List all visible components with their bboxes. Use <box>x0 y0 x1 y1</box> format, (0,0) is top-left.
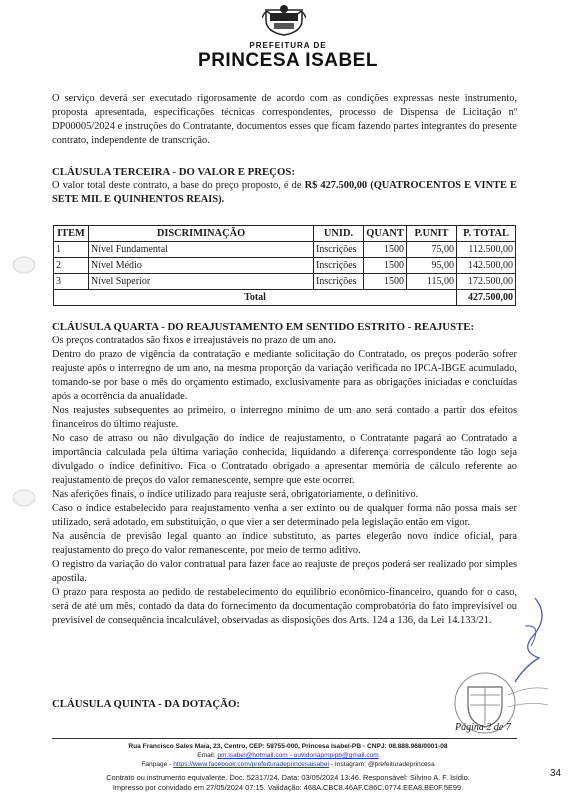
prefeitura-label: PREFEITURA DE <box>249 41 327 50</box>
col-header-unid: UNID. <box>314 226 364 242</box>
footer-fanpage-link[interactable]: https://www.facebook.com/prefeituradeprincesaisabel <box>173 761 329 768</box>
cell-unid: Inscrições <box>314 274 364 290</box>
cell-quant: 1500 <box>364 258 407 274</box>
clausula-terceira-title: CLÁUSULA TERCEIRA - DO VALOR E PREÇOS: <box>52 166 295 178</box>
footer-divider <box>52 738 517 739</box>
table-row <box>54 242 516 258</box>
footer-email <box>0 752 576 759</box>
clausula-quarta-paragraph: O prazo para resposta ao pedido de restabelecimento do equilíbrio econômico-financeiro, quando for o caso, será de até um mês, contado da data do fornecimento da documentação comprobatória do fato imprevisível ou previsível de consequência incalculável, observadas as disposições dos Arts. 124 a 136, da Lei 14.133/21. <box>52 587 517 626</box>
punch-hole-icon <box>10 255 38 275</box>
clausula-quarta-paragraph: Caso o índice estabelecido para reajustamento venha a ser extinto ou de qualquer forma não possa mais ser utilizado, será adotado, em substituição, o que vier a ser determinado pela legislação então em vigor. <box>52 503 517 528</box>
clausula-quarta-paragraph: Na ausência de previsão legal quanto ao índice substituto, as partes elegerão novo índice oficial, para reajustamento do preço do valor remanescente, por meio de termo aditivo. <box>52 531 517 556</box>
footer-instagram: - Instagram: @prefeituradeprincesa <box>329 761 435 768</box>
cell-discriminacao: Nível Superior <box>89 274 314 290</box>
col-header-ptotal: P. TOTAL <box>457 226 516 242</box>
intro-paragraph <box>52 92 517 148</box>
cell-unid: Inscrições <box>314 242 364 258</box>
clausula-quarta-paragraph: O registro da variação do valor contratual para fazer face ao reajuste de preços poderá ser realizado por simples apostila. <box>52 559 517 584</box>
table-header-row <box>54 226 516 242</box>
clausula-quarta-paragraph: Nos reajustes subsequentes ao primeiro, o interregno mínimo de um ano será contado a partir dos efeitos financeiros do último reajuste. <box>52 405 517 430</box>
col-header-quant: QUANT <box>364 226 407 242</box>
clausula-quarta-paragraph: Nas aferições finais, o índice utilizado para reajuste será, obrigatoriamente, o definitivo. <box>52 489 419 500</box>
cell-unid: Inscrições <box>314 258 364 274</box>
cell-quant: 1500 <box>364 274 407 290</box>
footer-social <box>0 761 576 768</box>
cell-ptotal: 142.500,00 <box>457 258 516 274</box>
page-number: 34 <box>550 768 562 779</box>
cell-quant: 1500 <box>364 242 407 258</box>
cell-item: 2 <box>54 258 89 274</box>
cell-punit: 115,00 <box>407 274 457 290</box>
price-table <box>53 225 516 306</box>
cell-ptotal: 112.500,00 <box>457 242 516 258</box>
clausula-quarta <box>52 320 517 628</box>
cell-discriminacao: Nível Fundamental <box>89 242 314 258</box>
table-row <box>54 274 516 290</box>
price-table-wrapper <box>53 225 516 306</box>
clausula-quarta-title: CLÁUSULA QUARTA - DO REAJUSTAMENTO EM SENTIDO ESTRITO - REAJUSTE: <box>52 321 475 333</box>
cell-item: 1 <box>54 242 89 258</box>
intro-text: O serviço deverá ser executado rigorosamente de acordo com as condições expressas neste instrumento, proposta apresentada, especificações técnicas correspondentes, processo de Dispensa de Licitação nº DP00005/2024 e instruções do Contratante, documentos esses que ficam fazendo partes integrantes do presente contrato, independente de transcrição. <box>52 93 517 146</box>
cell-ptotal: 172.500,00 <box>457 274 516 290</box>
table-row <box>54 258 516 274</box>
col-header-discriminacao: DISCRIMINAÇÃO <box>89 226 314 242</box>
cell-discriminacao: Nível Médio <box>89 258 314 274</box>
punch-hole-icon <box>10 488 38 508</box>
cell-item: 3 <box>54 274 89 290</box>
clausula-terceira-text <box>52 179 517 207</box>
cell-punit: 95,00 <box>407 258 457 274</box>
clausula-quarta-paragraph: Dentro do prazo de vigência da contratação e mediante solicitação do Contratado, os preços poderão sofrer reajuste após o interregno de um ano, na mesma proporção da variação verificada no IPCA-IBGE acumulado, tomando-se por base o mês do orçamento estimado, exclusivamente para as obrigações iniciadas e concluídas após a ocorrência da anualidade. <box>52 349 517 402</box>
footer-print-line: Impresso por convidado em 27/05/2024 07:15. Validação: 468A.CBC8.46AF.C86C.0774.EEA8.BE0F.5E99. <box>112 783 464 792</box>
col-header-punit: P.UNIT <box>407 226 457 242</box>
valor-amount: R$ 427.500,00 (QUATROCENTOS E VINTE E SETE MIL E QUINHENTOS REAIS). <box>52 180 517 205</box>
footer-address: Rua Francisco Sales Maia, 23, Centro, CEP: 58755-000, Princesa Isabel-PB - CNPJ: 08.888.968/0001-08 <box>128 743 448 750</box>
total-value: 427.500,00 <box>457 290 516 306</box>
clausula-quarta-paragraph: Os preços contratados são fixos e irreajustáveis no prazo de um ano. <box>52 335 336 346</box>
footer-fanpage-label: Fanpage - <box>141 761 174 768</box>
clausula-quarta-paragraph: No caso de atraso ou não divulgação do índice de reajustamento, o Contratante pagará ao Contratado a importância calculada pela última variação conhecida, liquidando a diferença correspondente tão logo seja divulgado o índice definitivo. Fica o Contratado obrigado a apresentar memória de cálculo referente ao reajustamento de preços do valor remanescente, sempre que este ocorrer. <box>52 433 517 486</box>
col-header-item: ITEM <box>54 226 89 242</box>
table-total-row <box>54 290 516 306</box>
footer-email-label: Email: <box>197 752 218 759</box>
cell-punit: 75,00 <box>407 242 457 258</box>
clausula-quinta-title: CLÁUSULA QUINTA - DA DOTAÇÃO: <box>52 698 240 710</box>
page-indicator: Página 2 de 7 <box>455 722 511 733</box>
clausula-terceira <box>52 165 517 207</box>
footer-email-link[interactable]: pm.isabel@hotmail.com - ouvidoriapmpipb@gmail.com <box>217 752 379 759</box>
municipal-crest-icon <box>262 4 306 36</box>
total-label: Total <box>54 290 457 306</box>
footer-contract-line: Contrato ou instrumento equivalente. Doc. 52317/24. Data: 03/05/2024 13:46. Responsável: Silvino A. F. Isídio. <box>106 773 470 782</box>
city-name: PRINCESA ISABEL <box>198 50 378 71</box>
valor-text: O valor total deste contrato, a base do preço proposto, é de <box>52 180 305 191</box>
